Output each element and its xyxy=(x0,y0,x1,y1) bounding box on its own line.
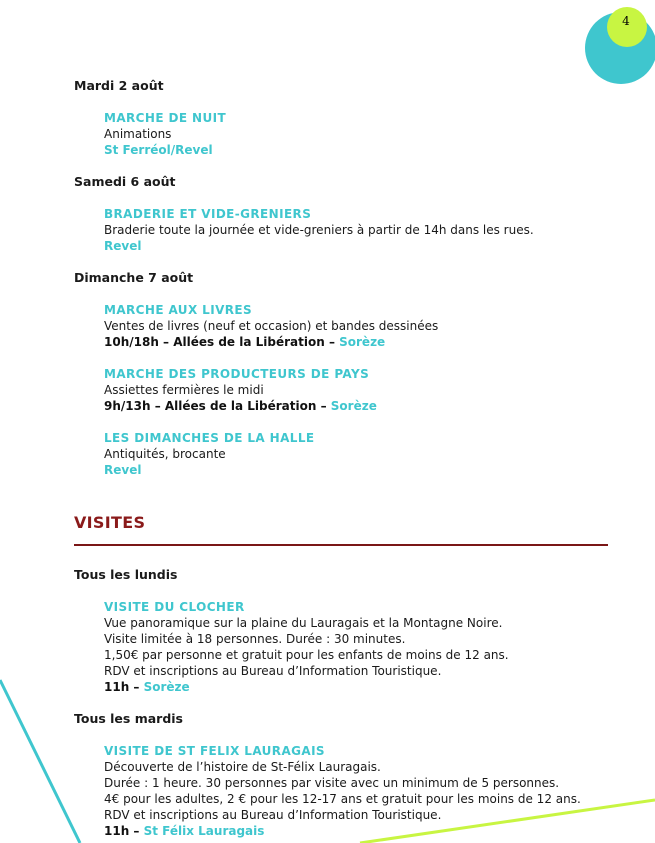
event-location xyxy=(104,398,614,414)
event-description: 1,50€ par personne et gratuit pour les enfants de moins de 12 ans. xyxy=(104,648,509,662)
day-heading: Samedi 6 août xyxy=(74,174,176,189)
event-location xyxy=(104,679,614,695)
event-item xyxy=(104,366,614,414)
event-item xyxy=(104,599,614,695)
event-title: VISITE DU CLOCHER xyxy=(104,600,245,614)
event-title: VISITE DE ST FELIX LAURAGAIS xyxy=(104,744,325,758)
day-heading: Tous les lundis xyxy=(74,567,178,582)
page-number: 4 xyxy=(622,14,630,28)
event-description: Découverte de l’histoire de St-Félix Lauragais. xyxy=(104,760,381,774)
events-list xyxy=(74,78,614,478)
event-place: Sorèze xyxy=(339,335,386,349)
event-location xyxy=(104,142,614,158)
event-title: LES DIMANCHES DE LA HALLE xyxy=(104,431,315,445)
section-title-visites: VISITES xyxy=(74,513,146,532)
event-item xyxy=(104,110,614,158)
event-location xyxy=(104,334,614,350)
event-description: RDV et inscriptions au Bureau d’Information Touristique. xyxy=(104,664,442,678)
event-location xyxy=(104,823,614,839)
visites-list xyxy=(74,567,614,839)
event-place: St Ferréol/Revel xyxy=(104,143,213,157)
event-description: RDV et inscriptions au Bureau d’Information Touristique. xyxy=(104,808,442,822)
day-heading: Mardi 2 août xyxy=(74,78,164,93)
event-place: Sorèze xyxy=(143,680,190,694)
day-heading: Tous les mardis xyxy=(74,711,183,726)
event-location xyxy=(104,238,614,254)
event-time: 9h/13h – Allées de la Libération – xyxy=(104,399,331,413)
event-description: 4€ pour les adultes, 2 € pour les 12-17 ans et gratuit pour les moins de 12 ans. xyxy=(104,792,581,806)
event-location xyxy=(104,462,614,478)
event-item xyxy=(104,206,614,254)
cyan-diagonal-line xyxy=(0,680,80,843)
event-item xyxy=(104,302,614,350)
event-time: 10h/18h – Allées de la Libération – xyxy=(104,335,340,349)
event-place: Revel xyxy=(104,463,142,477)
event-description: Braderie toute la journée et vide-greniers à partir de 14h dans les rues. xyxy=(104,223,534,237)
section-divider xyxy=(74,544,608,546)
event-description: Durée : 1 heure. 30 personnes par visite avec un minimum de 5 personnes. xyxy=(104,776,560,790)
event-item xyxy=(104,743,614,839)
event-description: Vue panoramique sur la plaine du Lauragais et la Montagne Noire. xyxy=(104,616,503,630)
day-heading: Dimanche 7 août xyxy=(74,270,194,285)
event-title: MARCHE DES PRODUCTEURS DE PAYS xyxy=(104,367,370,381)
event-title: MARCHE AUX LIVRES xyxy=(104,303,253,317)
event-title: MARCHE DE NUIT xyxy=(104,111,227,125)
event-place: Sorèze xyxy=(330,399,377,413)
event-place: Revel xyxy=(104,239,142,253)
event-time: 11h – xyxy=(104,824,144,838)
event-description: Ventes de livres (neuf et occasion) et bandes dessinées xyxy=(104,319,439,333)
event-description: Visite limitée à 18 personnes. Durée : 30 minutes. xyxy=(104,632,406,646)
event-place: St Félix Lauragais xyxy=(143,824,265,838)
event-description: Assiettes fermières le midi xyxy=(104,383,264,397)
event-description: Antiquités, brocante xyxy=(104,447,226,461)
event-time: 11h – xyxy=(104,680,144,694)
event-item xyxy=(104,430,614,478)
event-title: BRADERIE ET VIDE-GRENIERS xyxy=(104,207,312,221)
event-description: Animations xyxy=(104,127,172,141)
